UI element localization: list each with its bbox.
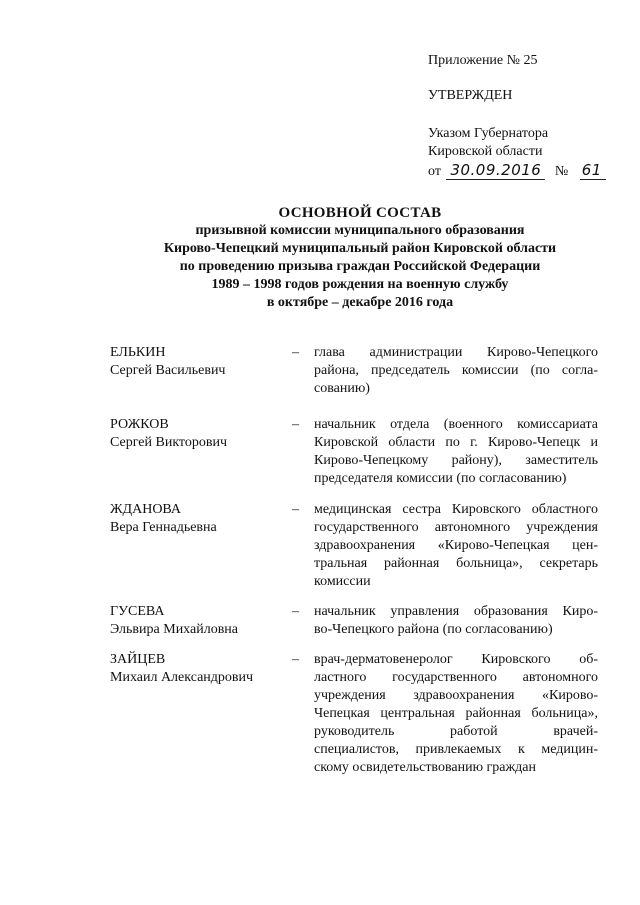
member-dash: –	[292, 604, 299, 619]
member-dash: –	[292, 417, 299, 432]
member-surname: ГУСЕВА	[110, 604, 165, 619]
role-line: сованию)	[314, 381, 370, 396]
member-entry	[110, 416, 598, 501]
member-surname: РОЖКОВ	[110, 417, 169, 432]
role-line: ластного государственного автономного	[314, 670, 598, 685]
member-surname: ЕЛЬКИН	[110, 345, 166, 360]
member-entry	[110, 344, 598, 416]
role-line: государственного автономного учреждения	[314, 520, 598, 535]
role-line: медицинская сестра Кировского областного	[314, 502, 598, 517]
role-line: глава администрации Кирово-Чепецкого	[314, 345, 598, 360]
decree-date-line	[428, 161, 628, 181]
role-line: Кирово-Чепецкому району), заместитель	[314, 453, 598, 468]
role-line: комиссии	[314, 574, 371, 589]
member-role	[314, 416, 598, 488]
member-role	[314, 651, 598, 777]
role-line: Кировской области по г. Кирово-Чепецк и	[314, 435, 598, 450]
member-dash: –	[292, 652, 299, 667]
member-surname: ЖДАНОВА	[110, 502, 181, 517]
role-line: врач-дерматовенеролог Кировского об-	[314, 652, 598, 667]
decree-line-2: Кировской области	[428, 144, 543, 159]
role-line: руководитель работой врачей-	[314, 724, 598, 739]
member-dash: –	[292, 502, 299, 517]
heading-line-1: призывной комиссии муниципального образования	[195, 223, 525, 238]
role-line: здравоохранения «Кирово-Чепецкая цен-	[314, 538, 598, 553]
member-role	[314, 501, 598, 591]
role-line: скому освидетельствованию граждан	[314, 760, 536, 775]
role-line: тральная районная больница», секретарь	[314, 556, 598, 571]
approval-block	[428, 52, 628, 181]
role-line: Чепецкая центральная районная больница»,	[314, 706, 598, 721]
member-dash: –	[292, 345, 299, 360]
role-line: начальник управления образования Киро-	[314, 604, 598, 619]
member-given-names: Михаил Александрович	[110, 670, 254, 685]
heading-line-3: по проведению призыва граждан Российской Федерации	[179, 259, 541, 274]
member-given-names: Сергей Васильевич	[110, 363, 226, 378]
role-line: во-Чепецкого района (по согласованию)	[314, 622, 553, 637]
document-title: ОСНОВНОЙ СОСТАВ	[278, 205, 442, 221]
heading-line-5: в октябре – декабре 2016 года	[266, 295, 454, 310]
member-given-names: Эльвира Михайловна	[110, 622, 239, 637]
appendix-number: Приложение № 25	[428, 53, 538, 68]
handwritten-number: 61	[580, 161, 606, 180]
member-name	[110, 651, 288, 687]
handwritten-date: 30.09.2016	[446, 161, 545, 180]
member-given-names: Вера Геннадьевна	[110, 520, 217, 535]
member-role	[314, 344, 598, 398]
role-line: начальник отдела (военного комиссариата	[314, 417, 598, 432]
members-list	[110, 344, 598, 811]
number-prefix: №	[554, 164, 569, 179]
member-entry	[110, 603, 598, 651]
decree-line-1: Указом Губернатора	[428, 126, 549, 141]
member-name	[110, 501, 288, 537]
role-line: специалистов, привлекаемых к медицин-	[314, 742, 598, 757]
role-line: района, председатель комиссии (по согла-	[314, 363, 598, 378]
document-heading	[60, 204, 640, 312]
approved-label: УТВЕРЖДЕН	[428, 88, 513, 103]
member-role	[314, 603, 598, 639]
member-given-names: Сергей Викторович	[110, 435, 228, 450]
member-surname: ЗАЙЦЕВ	[110, 652, 166, 667]
member-name	[110, 603, 288, 639]
member-name	[110, 344, 288, 380]
from-prefix: от	[428, 164, 441, 179]
heading-line-4: 1989 – 1998 годов рождения на военную службу	[211, 277, 509, 292]
heading-line-2: Кирово-Чепецкий муниципальный район Кировской области	[163, 241, 557, 256]
member-entry	[110, 501, 598, 603]
role-line: председателя комиссии (по согласованию)	[314, 471, 567, 486]
member-entry	[110, 651, 598, 811]
member-name	[110, 416, 288, 452]
role-line: учреждения здравоохранения «Кирово-	[314, 688, 598, 703]
